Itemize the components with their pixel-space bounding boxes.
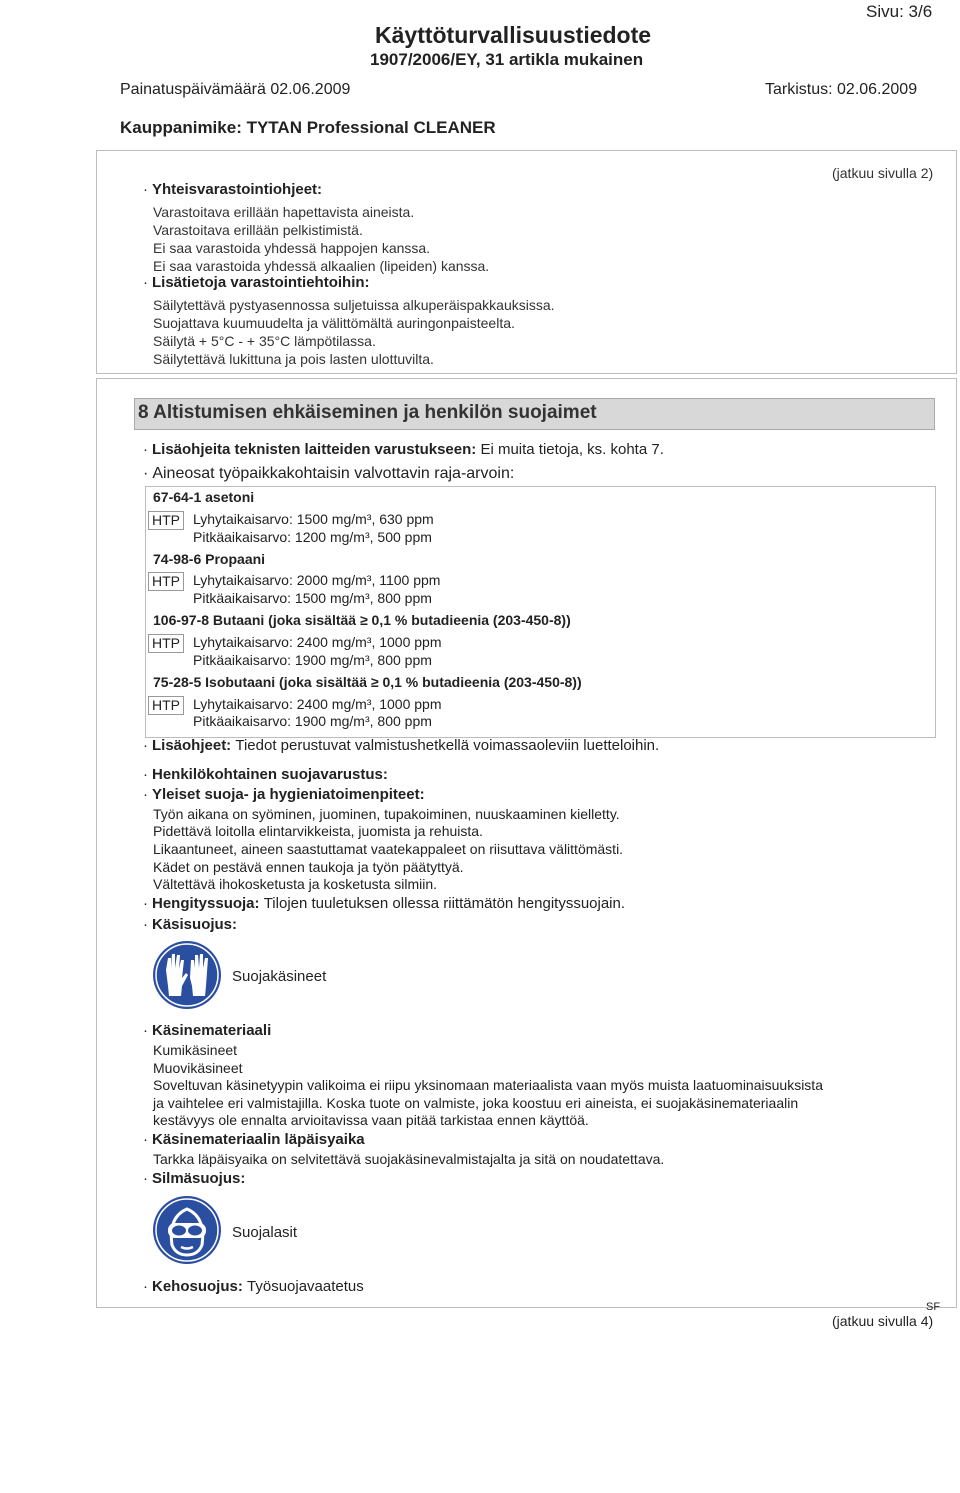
joint-storage-line: Varastoitava erillään pelkistimistä. — [153, 222, 363, 238]
tech-equipment-value: Ei muita tietoja, ks. kohta 7. — [480, 441, 664, 458]
revision-date: Tarkistus: 02.06.2009 — [765, 81, 918, 98]
storage-extra-line: Säilytettävä pystyasennossa suljetuissa alkuperäispakkauksissa. — [153, 297, 555, 313]
short-term-value: Lyhytaikaisarvo: 2000 mg/m³, 1100 ppm — [193, 572, 441, 588]
glove-material-line: Muovikäsineet — [153, 1060, 243, 1076]
glove-material-title: · Käsinemateriaali — [143, 1022, 272, 1039]
substance-name: 75-28-5 Isobutaani (joka sisältää ≥ 0,1 % butadieenia (203-450-8)) — [153, 674, 582, 690]
substance-name: 106-97-8 Butaani (joka sisältää ≥ 0,1 % butadieenia (203-450-8)) — [153, 612, 571, 628]
language-code: SF — [926, 1301, 941, 1313]
section8-heading-bar — [134, 398, 935, 430]
storage-extra-title: · Lisätietoja varastointiehtoihin: — [143, 274, 370, 291]
page-number: Sivu: 3/6 — [866, 2, 933, 21]
continued-from: (jatkuu sivulla 2) — [832, 165, 934, 181]
limits-title: · Aineosat työpaikkakohtaisin valvottavin raja-arvoin: — [143, 465, 515, 482]
joint-storage-line: Ei saa varastoida yhdessä alkaalien (lipeiden) kanssa. — [153, 258, 490, 274]
glove-material-line: ja vaihtelee eri valmistajilla. Koska tuote on valmiste, joka koostuu eri aineista, ei suojakäsinemateriaalin — [153, 1095, 799, 1111]
body-protection-value: Työsuojavaatetus — [247, 1278, 364, 1295]
goggles-caption: Suojalasit — [232, 1224, 298, 1241]
short-term-value: Lyhytaikaisarvo: 2400 mg/m³, 1000 ppm — [193, 696, 442, 712]
gloves-icon — [152, 940, 222, 1015]
htp-code: HTP — [148, 696, 184, 715]
additional-note: · Lisäohjeet: Tiedot perustuvat valmistushetkellä voimassaoleviin luetteloihin. — [143, 737, 660, 754]
htp-code: HTP — [148, 634, 184, 653]
document-subtitle: 1907/2006/EY, 31 artikla mukainen — [370, 50, 644, 69]
glove-material-line: kestävyys ole ennalta arvioitavissa vaan pitää tarkistaa ennen käyttöä. — [153, 1112, 589, 1128]
hygiene-line: Vältettävä ihokosketusta ja kosketusta silmiin. — [153, 876, 438, 892]
short-term-value: Lyhytaikaisarvo: 1500 mg/m³, 630 ppm — [193, 511, 434, 527]
additional-note-value: Tiedot perustuvat valmistushetkellä voimassaoleviin luetteloihin. — [235, 737, 660, 754]
glove-material-line: Soveltuvan käsinetyypin valikoima ei riipu yksinomaan materiaalista vaan myös muista laatuominaisuuksista — [153, 1077, 823, 1093]
storage-extra-line: Suojattava kuumuudelta ja välittömältä auringonpaisteelta. — [153, 315, 515, 331]
tech-equipment-note: · Lisäohjeita teknisten laitteiden varustukseen: Ei muita tietoja, ks. kohta 7. — [143, 441, 664, 458]
document-title: Käyttöturvallisuustiedote — [375, 22, 652, 48]
hygiene-line: Työn aikana on syöminen, juominen, tupakoiminen, nuuskaaminen kielletty. — [153, 806, 620, 822]
gloves-caption: Suojakäsineet — [232, 968, 327, 985]
trade-name: Kauppanimike: TYTAN Professional CLEANER — [120, 118, 496, 137]
body-protection: · Kehosuojus: Työsuojavaatetus — [143, 1278, 364, 1295]
storage-extra-line: Säilytä + 5°C - + 35°C lämpötilassa. — [153, 333, 376, 349]
htp-code: HTP — [148, 572, 184, 591]
permeation-line: Tarkka läpäisyaika on selvitettävä suojakäsinevalmistajalta ja sitä on noudatettava. — [153, 1151, 665, 1167]
storage-extra-line: Säilytettävä lukittuna ja pois lasten ulottuvilta. — [153, 351, 434, 367]
goggles-icon — [152, 1195, 222, 1270]
hygiene-line: Kädet on pestävä ennen taukoja ja työn päätyttyä. — [153, 859, 464, 875]
long-term-value: Pitkäaikaisarvo: 1200 mg/m³, 500 ppm — [193, 529, 432, 545]
joint-storage-line: Varastoitava erillään hapettavista aineista. — [153, 204, 415, 220]
substance-name: 67-64-1 asetoni — [153, 489, 255, 505]
continued-to: (jatkuu sivulla 4) — [832, 1313, 934, 1329]
substance-name: 74-98-6 Propaani — [153, 551, 266, 567]
print-date: Painatuspäivämäärä 02.06.2009 — [120, 81, 351, 98]
short-term-value: Lyhytaikaisarvo: 2400 mg/m³, 1000 ppm — [193, 634, 442, 650]
hand-protection-title: · Käsisuojus: — [143, 916, 238, 933]
joint-storage-title: · Yhteisvarastointiohjeet: — [143, 181, 323, 198]
permeation-title: · Käsinemateriaalin läpäisyaika — [143, 1131, 365, 1148]
glove-material-line: Kumikäsineet — [153, 1042, 238, 1058]
hygiene-title: · Yleiset suoja- ja hygieniatoimenpiteet: — [143, 786, 425, 803]
respiratory-protection-value: Tilojen tuuletuksen ollessa riittämätön hengityssuojain. — [263, 895, 626, 912]
long-term-value: Pitkäaikaisarvo: 1500 mg/m³, 800 ppm — [193, 590, 432, 606]
ppe-title: · Henkilökohtainen suojavarustus: — [143, 766, 388, 783]
long-term-value: Pitkäaikaisarvo: 1900 mg/m³, 800 ppm — [193, 652, 432, 668]
joint-storage-line: Ei saa varastoida yhdessä happojen kanssa. — [153, 240, 431, 256]
hygiene-line: Likaantuneet, aineen saastuttamat vaatekappaleet on riisuttava välittömästi. — [153, 841, 624, 857]
respiratory-protection: · Hengityssuoja: Tilojen tuuletuksen ollessa riittämätön hengityssuojain. — [143, 895, 626, 912]
long-term-value: Pitkäaikaisarvo: 1900 mg/m³, 800 ppm — [193, 713, 432, 729]
htp-code: HTP — [148, 511, 184, 530]
section8-heading: 8 Altistumisen ehkäiseminen ja henkilön suojaimet — [138, 402, 597, 423]
hygiene-line: Pidettävä loitolla elintarvikkeista, juomista ja rehuista. — [153, 823, 483, 839]
eye-protection-title: · Silmäsuojus: — [143, 1170, 246, 1187]
